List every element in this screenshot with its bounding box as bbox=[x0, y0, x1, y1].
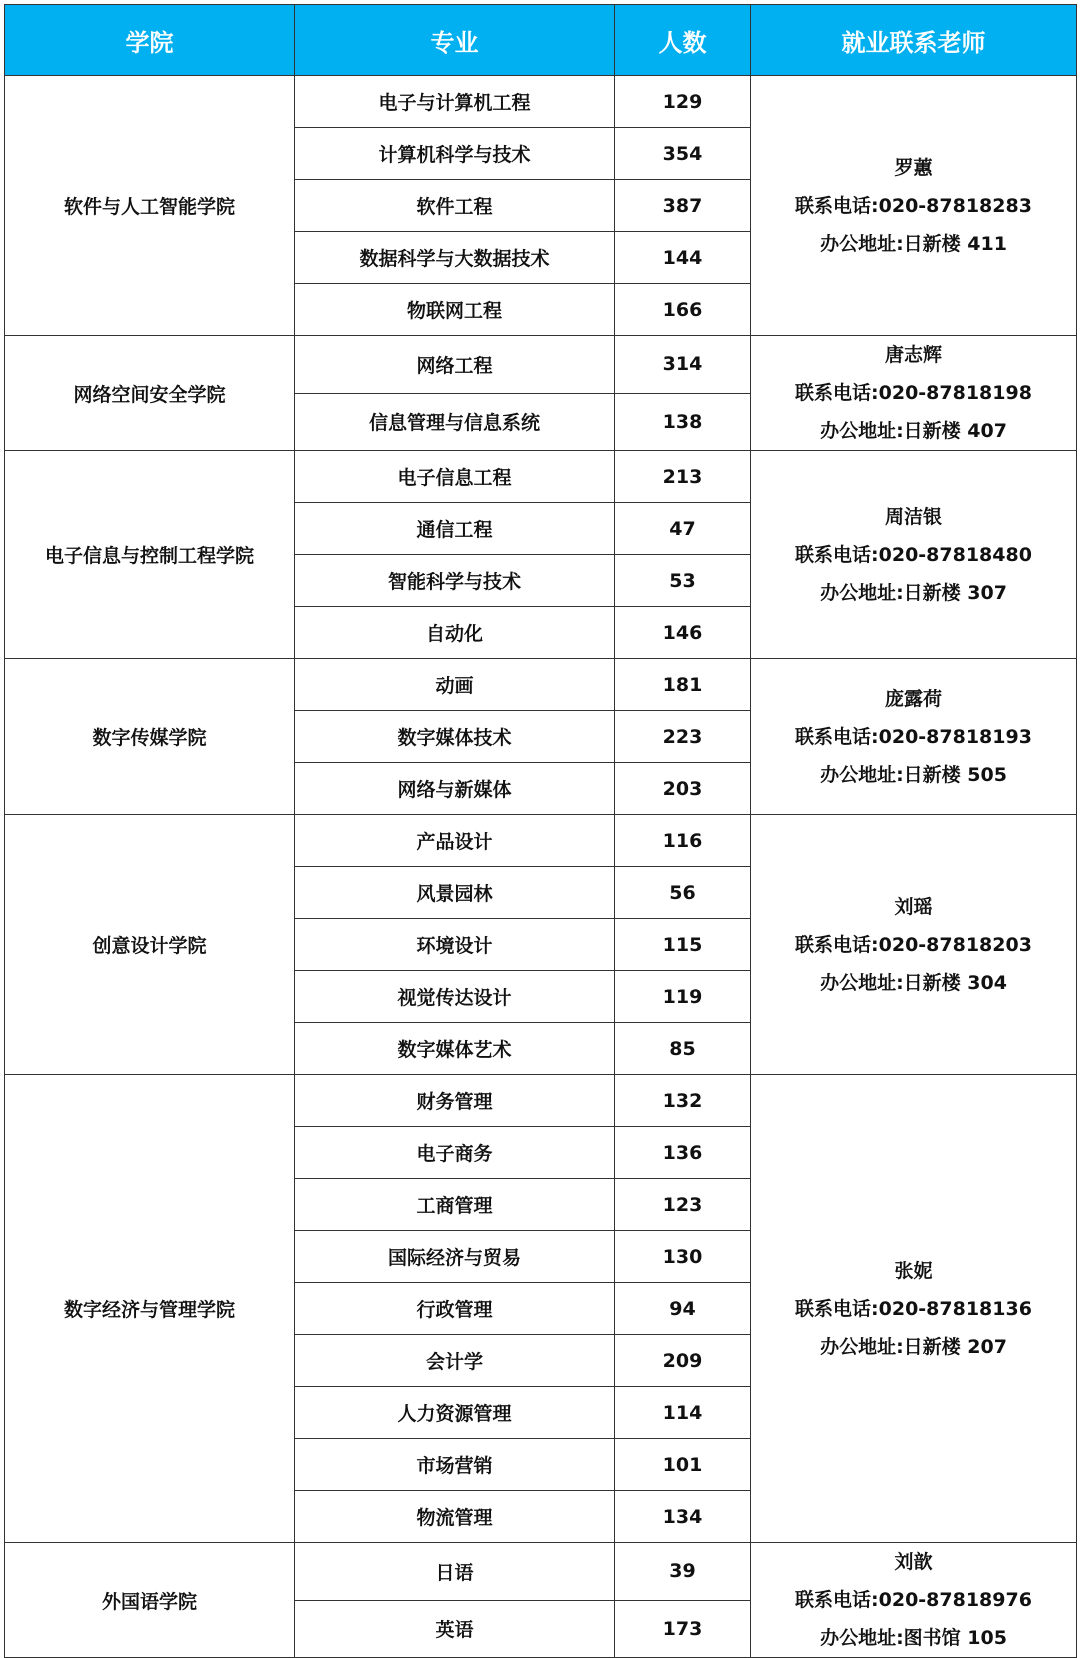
count-cell: 387 bbox=[615, 180, 751, 232]
major-cell: 电子信息工程 bbox=[295, 451, 615, 503]
teacher-office: 办公地址:日新楼 207 bbox=[820, 1335, 1007, 1358]
major-cell: 网络工程 bbox=[295, 336, 615, 394]
major-cell: 网络与新媒体 bbox=[295, 763, 615, 815]
count-cell: 115 bbox=[615, 919, 751, 971]
table-row bbox=[5, 1543, 1077, 1601]
major-cell: 软件工程 bbox=[295, 180, 615, 232]
teacher-contact-cell bbox=[751, 659, 1077, 815]
major-cell: 智能科学与技术 bbox=[295, 555, 615, 607]
teacher-office: 办公地址:日新楼 407 bbox=[820, 420, 1007, 442]
count-cell: 56 bbox=[615, 867, 751, 919]
count-cell: 132 bbox=[615, 1075, 751, 1127]
major-cell: 行政管理 bbox=[295, 1283, 615, 1335]
major-cell: 产品设计 bbox=[295, 815, 615, 867]
count-cell: 119 bbox=[615, 971, 751, 1023]
major-cell: 会计学 bbox=[295, 1335, 615, 1387]
teacher-name: 庞露荷 bbox=[884, 687, 942, 710]
teacher-name: 刘瑶 bbox=[894, 895, 933, 918]
employment-contact-table bbox=[4, 4, 1077, 1658]
table-row bbox=[5, 815, 1077, 867]
major-cell: 信息管理与信息系统 bbox=[295, 393, 615, 451]
count-cell: 213 bbox=[615, 451, 751, 503]
teacher-name: 唐志辉 bbox=[884, 344, 942, 366]
college-cell: 创意设计学院 bbox=[5, 815, 295, 1075]
teacher-contact-cell bbox=[751, 76, 1077, 336]
count-cell: 354 bbox=[615, 128, 751, 180]
major-cell: 风景园林 bbox=[295, 867, 615, 919]
teacher-name: 周洁银 bbox=[884, 505, 942, 528]
teacher-office: 办公地址:图书馆 105 bbox=[820, 1627, 1007, 1649]
college-cell: 软件与人工智能学院 bbox=[5, 76, 295, 336]
count-cell: 53 bbox=[615, 555, 751, 607]
count-cell: 146 bbox=[615, 607, 751, 659]
teacher-contact-cell bbox=[751, 451, 1077, 659]
major-cell: 动画 bbox=[295, 659, 615, 711]
college-cell: 数字经济与管理学院 bbox=[5, 1075, 295, 1543]
count-cell: 101 bbox=[615, 1439, 751, 1491]
count-cell: 114 bbox=[615, 1387, 751, 1439]
count-cell: 134 bbox=[615, 1491, 751, 1543]
count-cell: 94 bbox=[615, 1283, 751, 1335]
teacher-phone: 联系电话:020-87818976 bbox=[795, 1589, 1032, 1611]
table-body bbox=[5, 76, 1077, 1658]
count-cell: 123 bbox=[615, 1179, 751, 1231]
major-cell: 工商管理 bbox=[295, 1179, 615, 1231]
major-cell: 自动化 bbox=[295, 607, 615, 659]
college-cell: 数字传媒学院 bbox=[5, 659, 295, 815]
table-row bbox=[5, 451, 1077, 503]
count-cell: 223 bbox=[615, 711, 751, 763]
teacher-office: 办公地址:日新楼 411 bbox=[820, 232, 1007, 255]
count-cell: 138 bbox=[615, 393, 751, 451]
major-cell: 物联网工程 bbox=[295, 284, 615, 336]
major-cell: 财务管理 bbox=[295, 1075, 615, 1127]
college-cell: 网络空间安全学院 bbox=[5, 336, 295, 451]
table-row bbox=[5, 659, 1077, 711]
major-cell: 市场营销 bbox=[295, 1439, 615, 1491]
major-cell: 物流管理 bbox=[295, 1491, 615, 1543]
major-cell: 电子商务 bbox=[295, 1127, 615, 1179]
teacher-phone: 联系电话:020-87818136 bbox=[795, 1297, 1032, 1320]
major-cell: 日语 bbox=[295, 1543, 615, 1601]
teacher-office: 办公地址:日新楼 304 bbox=[820, 971, 1007, 994]
teacher-phone: 联系电话:020-87818203 bbox=[795, 933, 1032, 956]
major-cell: 电子与计算机工程 bbox=[295, 76, 615, 128]
count-cell: 85 bbox=[615, 1023, 751, 1075]
major-cell: 视觉传达设计 bbox=[295, 971, 615, 1023]
major-cell: 数据科学与大数据技术 bbox=[295, 232, 615, 284]
teacher-phone: 联系电话:020-87818198 bbox=[795, 382, 1032, 404]
table-row bbox=[5, 76, 1077, 128]
header-major: 专业 bbox=[295, 5, 615, 76]
count-cell: 116 bbox=[615, 815, 751, 867]
count-cell: 166 bbox=[615, 284, 751, 336]
count-cell: 314 bbox=[615, 336, 751, 394]
teacher-phone: 联系电话:020-87818193 bbox=[795, 725, 1032, 748]
college-cell: 电子信息与控制工程学院 bbox=[5, 451, 295, 659]
teacher-phone: 联系电话:020-87818480 bbox=[795, 543, 1032, 566]
teacher-office: 办公地址:日新楼 505 bbox=[820, 763, 1007, 786]
teacher-contact-cell bbox=[751, 1075, 1077, 1543]
count-cell: 47 bbox=[615, 503, 751, 555]
count-cell: 181 bbox=[615, 659, 751, 711]
table-row bbox=[5, 336, 1077, 394]
header-college: 学院 bbox=[5, 5, 295, 76]
major-cell: 通信工程 bbox=[295, 503, 615, 555]
table-row bbox=[5, 1075, 1077, 1127]
major-cell: 英语 bbox=[295, 1600, 615, 1658]
major-cell: 数字媒体艺术 bbox=[295, 1023, 615, 1075]
header-teacher: 就业联系老师 bbox=[751, 5, 1077, 76]
count-cell: 209 bbox=[615, 1335, 751, 1387]
teacher-office: 办公地址:日新楼 307 bbox=[820, 581, 1007, 604]
header-row bbox=[5, 5, 1077, 76]
count-cell: 129 bbox=[615, 76, 751, 128]
teacher-name: 罗蕙 bbox=[894, 156, 933, 179]
count-cell: 144 bbox=[615, 232, 751, 284]
major-cell: 数字媒体技术 bbox=[295, 711, 615, 763]
college-cell: 外国语学院 bbox=[5, 1543, 295, 1658]
major-cell: 人力资源管理 bbox=[295, 1387, 615, 1439]
teacher-name: 张妮 bbox=[894, 1259, 933, 1282]
teacher-contact-cell bbox=[751, 1543, 1077, 1658]
teacher-contact-cell bbox=[751, 815, 1077, 1075]
header-count: 人数 bbox=[615, 5, 751, 76]
count-cell: 203 bbox=[615, 763, 751, 815]
major-cell: 国际经济与贸易 bbox=[295, 1231, 615, 1283]
count-cell: 173 bbox=[615, 1600, 751, 1658]
count-cell: 136 bbox=[615, 1127, 751, 1179]
major-cell: 计算机科学与技术 bbox=[295, 128, 615, 180]
teacher-contact-cell bbox=[751, 336, 1077, 451]
count-cell: 39 bbox=[615, 1543, 751, 1601]
major-cell: 环境设计 bbox=[295, 919, 615, 971]
count-cell: 130 bbox=[615, 1231, 751, 1283]
teacher-phone: 联系电话:020-87818283 bbox=[795, 194, 1032, 217]
teacher-name: 刘歆 bbox=[894, 1551, 933, 1573]
